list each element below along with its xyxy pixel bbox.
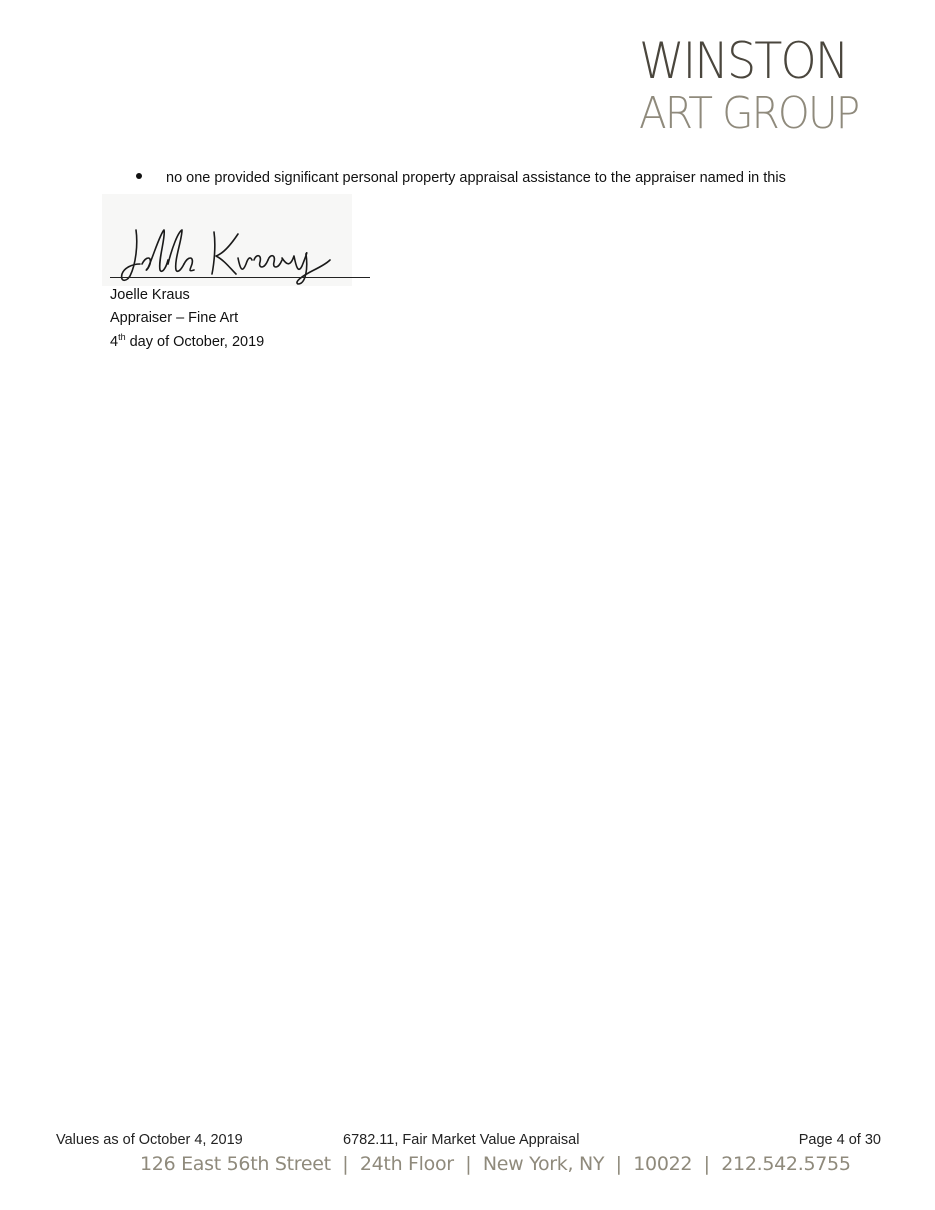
footer-values-date: Values as of October 4, 2019 xyxy=(56,1132,243,1148)
date-number: 4 xyxy=(110,334,119,350)
logo-line-2: ART GROUP xyxy=(638,88,858,139)
footer-address: 126 East 56th Street | 24th Floor | New York, NY | 10022 | 212.542.5755 xyxy=(140,1153,851,1175)
footer-page-number: Page 4 of 30 xyxy=(798,1132,881,1148)
winston-art-group-logo xyxy=(638,32,877,139)
handwritten-signature xyxy=(102,194,352,286)
signature-line xyxy=(110,277,370,278)
date-suffix: th xyxy=(118,332,126,343)
bullet-icon xyxy=(136,173,142,179)
signer-title: Appraiser – Fine Art xyxy=(110,310,239,326)
signature-date xyxy=(110,331,264,354)
date-rest: day of October, 2019 xyxy=(125,334,265,350)
bullet-text: no one provided significant personal property appraisal assistance to the appraiser named in this xyxy=(166,170,786,186)
logo-line-1: WINSTON xyxy=(638,32,848,90)
footer-report-title: 6782.11, Fair Market Value Appraisal xyxy=(343,1132,580,1148)
signer-name: Joelle Kraus xyxy=(110,287,190,303)
